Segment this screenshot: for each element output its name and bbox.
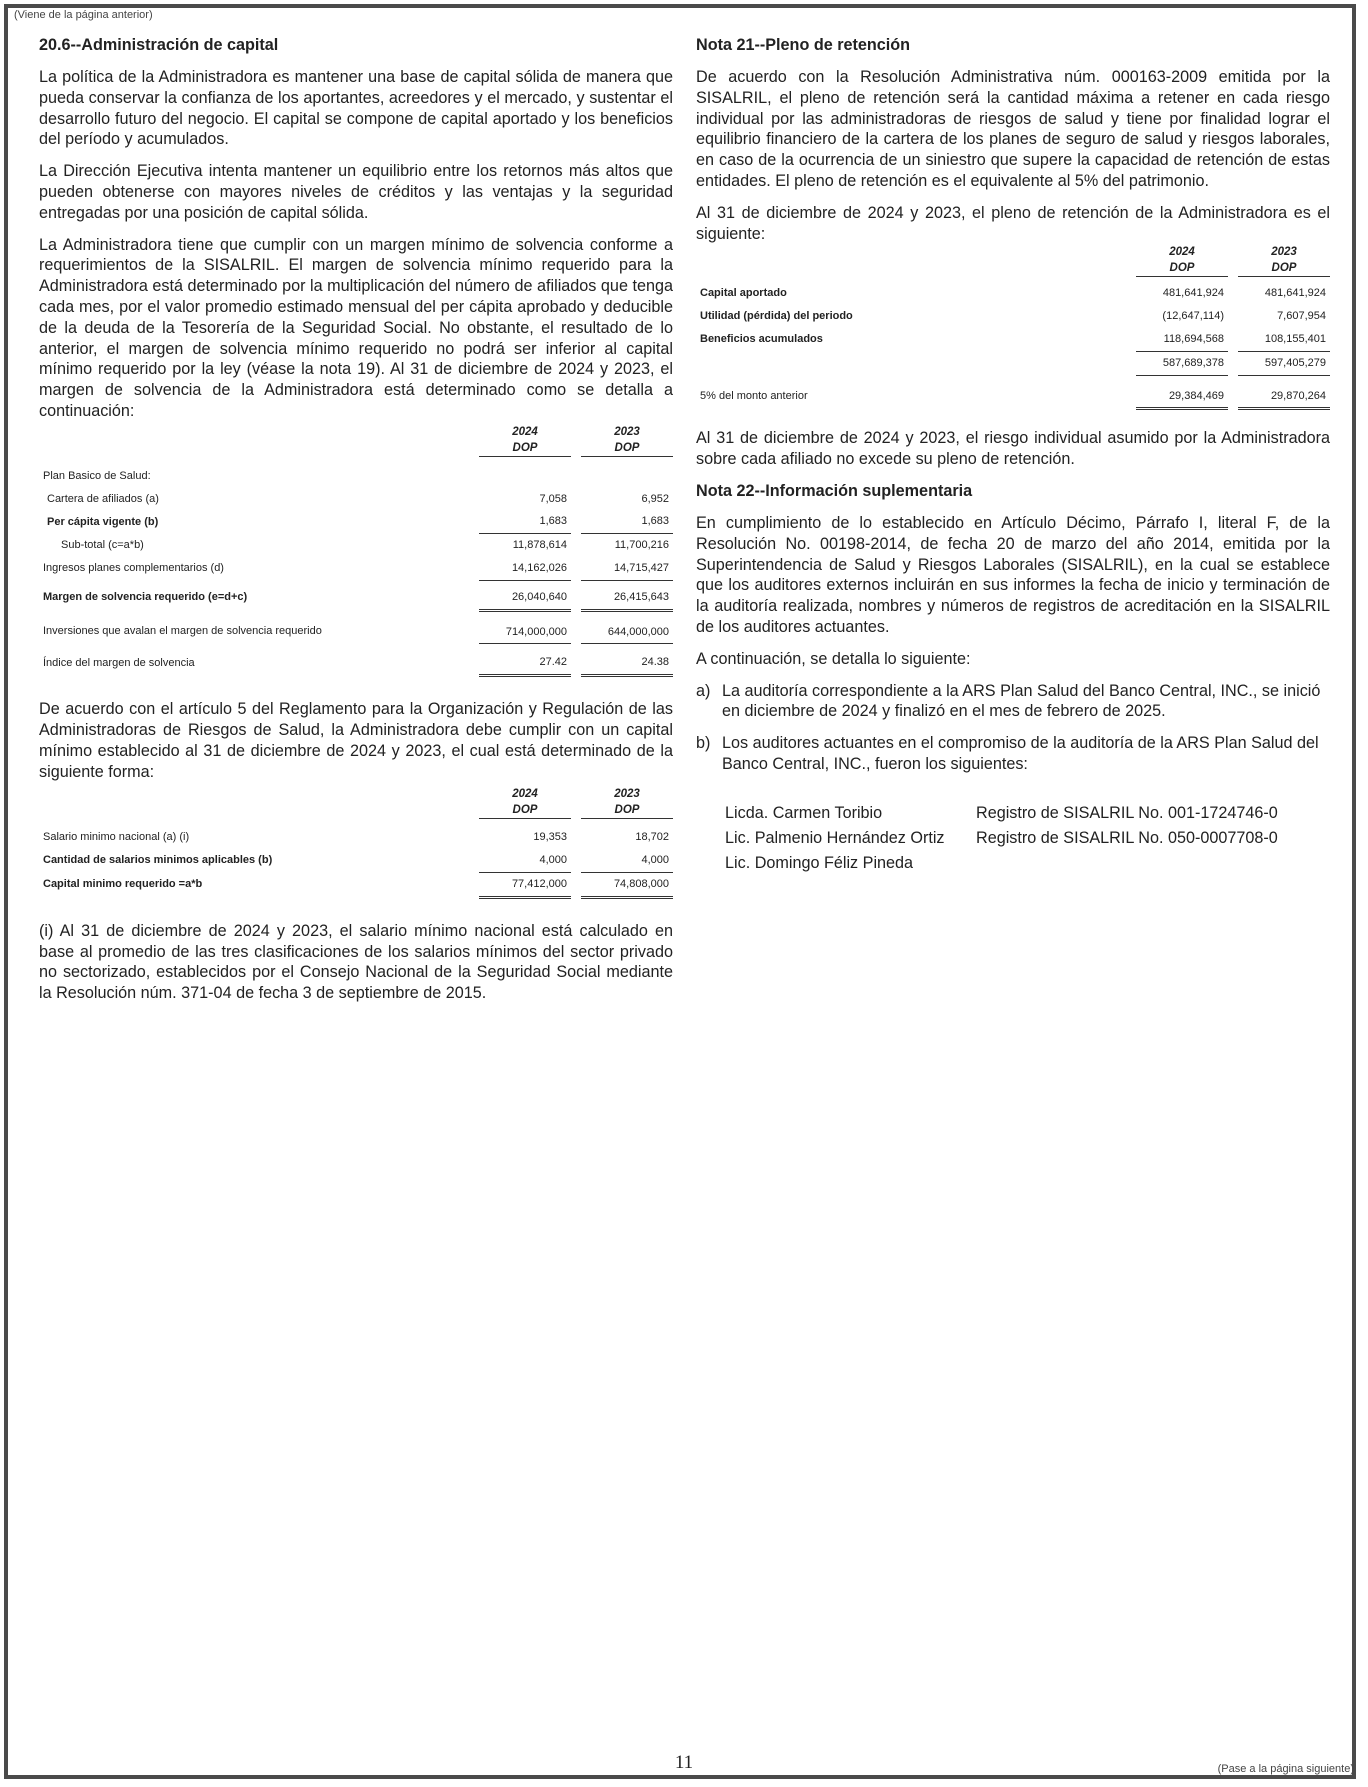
row-label — [696, 351, 1136, 375]
list-item-text: Los auditores actuantes en el compromiso de la auditoría de la ARS Plan Salud del Banco Central, INC., fueron los siguientes: — [722, 734, 1319, 773]
cell-value: 481,641,924 — [1264, 287, 1326, 300]
table-row — [39, 557, 673, 580]
cell-value: 108,155,401 — [1238, 328, 1330, 351]
table-row — [39, 510, 673, 533]
list-item-text: La auditoría correspondiente a la ARS Plan Salud del Banco Central, INC., se inició en diciembre de 2024 y finalizó en el mes de febrero de 2025. — [722, 681, 1321, 721]
cell-value: 118,694,568 — [1136, 328, 1228, 351]
auditors-list — [725, 801, 1330, 876]
row-label: Capital aportado — [700, 287, 787, 300]
cell-value: 714,000,000 — [479, 610, 571, 644]
row-label: Cantidad de salarios minimos aplicables (b) — [43, 854, 273, 867]
list-item — [696, 681, 1330, 723]
table-row — [696, 277, 1330, 305]
cell-value: 11,878,614 — [512, 539, 567, 552]
paragraph: De acuerdo con el artículo 5 del Reglamento para la Organización y Regulación de las Administradoras de Riesgos de Salud, la Administradora debe cumplir con un capital mínimo establecido al 31 de diciembre de 2024 y 2023, el cual está determinado de la siguiente forma: — [39, 700, 673, 781]
table-row — [39, 819, 673, 849]
cell-value: 19,353 — [533, 831, 567, 844]
left-column — [39, 35, 673, 1015]
cell-value: 26,415,643 — [581, 580, 673, 610]
table-section-label: Plan Basico de Salud: — [43, 469, 151, 482]
column-header-currency: DOP — [479, 802, 571, 819]
table-row — [696, 305, 1330, 328]
column-header-currency: DOP — [581, 440, 673, 457]
column-header-year: 2023 — [614, 425, 640, 438]
right-column — [696, 35, 1330, 876]
row-label: Capital minimo requerido =a*b — [43, 878, 203, 891]
column-header-year: 2024 — [512, 788, 538, 801]
auditor-row — [725, 801, 1330, 826]
paragraph: A continuación, se detalla lo siguiente: — [696, 649, 971, 668]
solvency-margin-table — [39, 424, 673, 677]
auditor-registration: Registro de SISALRIL No. 050-0007708-0 — [976, 828, 1278, 847]
cell-value: 4,000 — [581, 849, 673, 872]
table-row — [39, 534, 673, 557]
cell-value: 6,952 — [641, 492, 669, 505]
column-header-year: 2023 — [1271, 246, 1297, 259]
paragraph: Al 31 de diciembre de 2024 y 2023, el pleno de retención de la Administradora es el siguiente: — [696, 203, 1330, 243]
column-header-year: 2024 — [1169, 246, 1195, 259]
row-label: Inversiones que avalan el margen de solvencia requerido — [43, 625, 322, 638]
table-row — [696, 375, 1330, 409]
list-item — [696, 733, 1330, 775]
list-marker: b) — [696, 734, 711, 753]
table-row — [696, 328, 1330, 351]
auditor-name: Lic. Palmenio Hernández Ortiz — [725, 828, 945, 847]
cell-value: 77,412,000 — [479, 872, 571, 897]
column-header-year: 2023 — [614, 788, 640, 801]
cell-value: 4,000 — [479, 849, 571, 872]
cell-value: 18,702 — [635, 831, 669, 844]
cell-value: 481,641,924 — [1162, 287, 1224, 300]
row-label: Sub-total (c=a*b) — [61, 538, 144, 551]
cell-value: 29,384,469 — [1136, 375, 1228, 409]
row-label: Ingresos planes complementarios (d) — [43, 562, 224, 575]
paragraph: En cumplimiento de lo establecido en Artículo Décimo, Párrafo I, literal F, de la Resolución No. 00198-2014, de fecha 20 de marzo del año 2014, emitida por la Superintendencia de Salud y Riesgos Laborales (SISALRIL), en la cual se establece que los auditores externos incluirán en sus informes la fecha de inicio y terminación de la auditoría realizada, nombres y números de registros de acreditación en la SISALRIL de los auditores actuantes. — [696, 513, 1330, 636]
paragraph: De acuerdo con la Resolución Administrativa núm. 000163-2009 emitida por la SISALRIL, el pleno de retención será la cantidad máxima a retener en cada riesgo individual por las administradoras de riesgos de salud y tiene por finalidad lograr el equilibrio financiero de la cartera de los planes de seguro de salud y riesgos laborales, en caso de la ocurrencia de un siniestro que supere la capacidad de retención de estas entidades. El pleno de retención es el equivalente al 5% del patrimonio. — [696, 68, 1330, 190]
auditor-row — [725, 826, 1330, 851]
row-label: Salario minimo nacional (a) (i) — [43, 831, 190, 844]
section-heading-nota-21: Nota 21--Pleno de retención — [696, 36, 911, 54]
cell-value: 644,000,000 — [581, 610, 673, 644]
cell-value: 1,683 — [581, 510, 673, 533]
auditor-row — [725, 851, 1330, 876]
cell-value: 24.38 — [581, 644, 673, 676]
paragraph: La Administradora tiene que cumplir con un margen mínimo de solvencia conforme a requerimientos de la SISALRIL. El margen de solvencia mínimo requerido para la Administradora está determinado por la multiplicación del número de afiliados que tenga cada mes, por el valor promedio estimado mensual del per cápita aprobado y deducible de la deuda de la Tesorería de la Seguridad Social. No obstante, el resultado de lo anterior, el margen de solvencia mínimo requerido no podrá ser inferior al capital mínimo requerido por la ley (véase la nota 19). Al 31 de diciembre de 2024 y 2023, el margen de solvencia de la Administradora está determinado como se detalla a continuación: — [39, 235, 673, 420]
section-heading-capital: 20.6--Administración de capital — [39, 36, 279, 54]
table-row — [39, 872, 673, 897]
paragraph: Al 31 de diciembre de 2024 y 2023, el riesgo individual asumido por la Administradora sobre cada afiliado no excede su pleno de retención. — [696, 429, 1330, 469]
row-label: Margen de solvencia requerido (e=d+c) — [43, 591, 248, 604]
cell-value: 597,405,279 — [1238, 351, 1330, 375]
cell-value: 7,058 — [539, 492, 567, 505]
cell-value: 7,607,954 — [1277, 310, 1326, 323]
cell-value: 14,162,026 — [479, 557, 571, 580]
table-row — [39, 580, 673, 610]
cell-value: 587,689,378 — [1136, 351, 1228, 375]
row-label: Índice del margen de solvencia — [43, 656, 195, 669]
retention-table — [696, 244, 1330, 410]
cell-value: 29,870,264 — [1238, 375, 1330, 409]
paragraph: La política de la Administradora es mantener una base de capital sólida de manera que pueda conservar la confianza de los aportantes, acreedores y el mercado, y sustentar el desarrollo futuro del negocio. El capital se compone de capital aportado y los beneficios del período y acumulados. — [39, 68, 673, 149]
row-label: Cartera de afiliados (a) — [47, 492, 159, 505]
row-label: Per cápita vigente (b) — [47, 515, 159, 528]
table-row — [39, 488, 673, 511]
table-row — [39, 644, 673, 676]
page-number: 11 — [674, 1752, 694, 1773]
column-header-year: 2024 — [512, 425, 538, 438]
paragraph: La Dirección Ejecutiva intenta mantener un equilibrio entre los retornos más altos que pueden obtenerse con mayores niveles de créditos y las ventajas y la seguridad entregadas por una posición de capital sólida. — [39, 162, 673, 222]
section-heading-nota-22: Nota 22--Información suplementaria — [696, 481, 973, 500]
table-row — [696, 351, 1330, 375]
cell-value: 14,715,427 — [581, 557, 673, 580]
column-header-currency: DOP — [581, 802, 673, 819]
column-header-currency: DOP — [1238, 260, 1330, 277]
cell-value: 11,700,216 — [614, 539, 669, 552]
minimum-capital-table — [39, 786, 673, 898]
list-marker: a) — [696, 681, 711, 700]
details-list — [696, 681, 1330, 775]
row-label: Beneficios acumulados — [700, 333, 823, 346]
row-label: Utilidad (pérdida) del periodo — [700, 310, 853, 323]
auditor-name: Licda. Carmen Toribio — [725, 803, 883, 822]
column-header-currency: DOP — [1136, 260, 1228, 277]
cell-value: 1,683 — [479, 510, 571, 533]
cell-value: 26,040,640 — [479, 580, 571, 610]
column-header-currency: DOP — [479, 440, 571, 457]
auditor-name: Lic. Domingo Féliz Pineda — [725, 853, 914, 872]
auditor-registration: Registro de SISALRIL No. 001-1724746-0 — [976, 803, 1278, 822]
continued-on-note: (Pase a la página siguiente) — [1217, 1763, 1354, 1775]
cell-value: (12,647,114) — [1162, 310, 1224, 323]
row-label: 5% del monto anterior — [700, 390, 808, 403]
cell-value: 74,808,000 — [581, 872, 673, 897]
table-row — [39, 610, 673, 644]
table-row — [39, 849, 673, 872]
footnote-paragraph: (i) Al 31 de diciembre de 2024 y 2023, el salario mínimo nacional está calculado en base al promedio de las tres clasificaciones de los salarios mínimos del sector privado no sectorizado, establecidos por el Consejo Nacional de la Seguridad Social mediante la Resolución núm. 371-04 de fecha 3 de septiembre de 2015. — [39, 921, 673, 1003]
continued-from-note: (Viene de la página anterior) — [14, 9, 153, 21]
cell-value: 27.42 — [479, 644, 571, 676]
